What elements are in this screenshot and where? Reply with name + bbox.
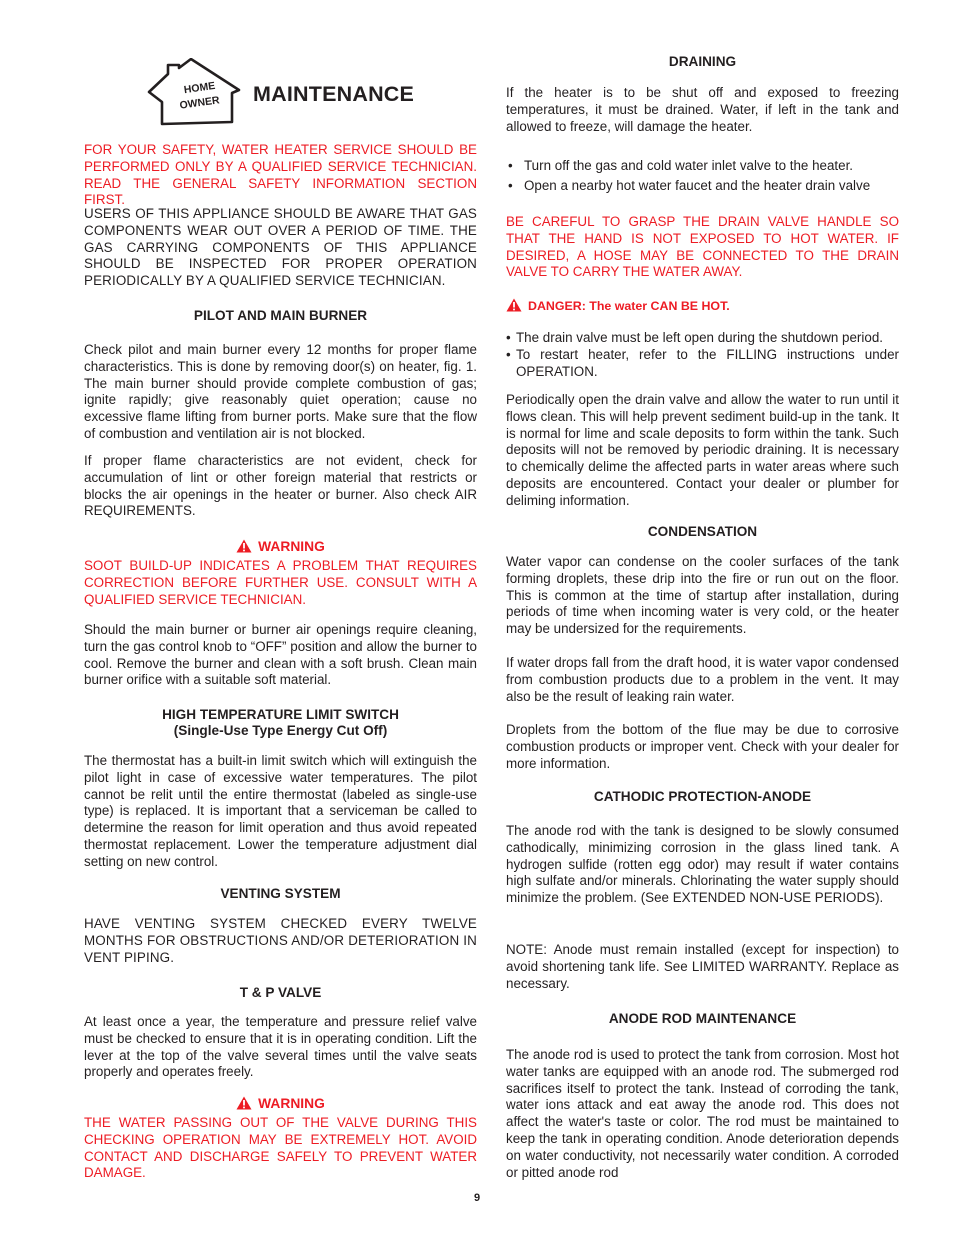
pilot-paragraph-2: If proper flame characteristics are not evident, check for accumulation of lint or other foreign material that restricts or blocks the air openings in the heater or burner. Also check AIR REQUIREMENTS. [84, 453, 477, 519]
condensation-heading: CONDENSATION [647, 524, 758, 539]
warning-text-1: SOOT BUILD-UP INDICATES A PROBLEM THAT REQUIRES CORRECTION BEFORE FURTHER USE. CONSULT WITH A QUALIFIED SERVICE TECHNICIAN. [84, 558, 477, 607]
warning-label-2: WARNING [258, 1096, 325, 1111]
draining-steps-list [506, 158, 899, 195]
list-item: • The drain valve must be left open during the shutdown period. [506, 330, 899, 347]
warning-triangle-icon [236, 1096, 252, 1110]
pilot-paragraph-1: Check pilot and main burner every 12 months for proper flame characteristics. This is done by removing door(s) on heater, fig. 1. The main burner should provide complete combustion of gas; ignite rapidly; give reasonably quiet operation; cause no excessive flame lifting from burner ports. Make sure that the flow of combustion and ventilation air is not blocked. [84, 342, 477, 441]
danger-text: DANGER: The water CAN BE HOT. [528, 299, 730, 313]
list-item: • Turn off the gas and cold water inlet valve to the heater. [506, 158, 899, 175]
list-item: • Open a nearby hot water faucet and the heater drain valve [506, 178, 899, 195]
list-item: • To restart heater, refer to the FILLING instructions under OPERATION. [506, 347, 899, 381]
warning-label-1: WARNING [258, 539, 325, 554]
careful-notice: BE CAREFUL TO GRASP THE DRAIN VALVE HANDLE SO THAT THE HAND IS NOT EXPOSED TO HOT WATER. IF DESIRED, A HOSE MAY BE CONNECTED TO THE DRAIN VALVE TO CARRY THE WATER AWAY. [506, 214, 899, 280]
page-number: 9 [473, 1192, 481, 1204]
anode-maintenance-paragraph: The anode rod is used to protect the tank from corrosion. Most hot water tanks are equipped with an anode rod. The submerged rod sacrifices itself to protect the tank. Instead of corroding the tank, water ions attack and eat away the anode rod. This does not affect the water's taste or color. The rod must be maintained to keep the tank in operating condition. Anode deterioration depends on water conductivity, not necessarily water condition. A corroded or pitted anode rod [506, 1047, 899, 1180]
condensation-paragraph-1: Water vapor can condense on the cooler surfaces of the tank forming droplets, these drip into the fire or run out on the floor. This is common at the time of startup after installation, during periods of time when incoming water is very cold, or the heater may be undersized for the requirements. [506, 554, 899, 637]
cathodic-paragraph-2: NOTE: Anode must remain installed (except for inspection) to avoid shortening tank life. See LIMITED WARRANTY. Replace as necessary. [506, 942, 899, 991]
draining-heading: DRAINING [668, 54, 737, 69]
users-notice: USERS OF THIS APPLIANCE SHOULD BE AWARE THAT GAS COMPONENTS WEAR OUT OVER A PERIOD OF TIME. THE GAS CARRYING COMPONENTS OF THIS APPLIANCE SHOULD BE INSPECTED FOR PROPER OPERATION PERIODICALLY BY A QUALIFIED SERVICE TECHNICIAN. [84, 206, 477, 289]
logo-text-owner: OWNER [178, 94, 221, 112]
tp-valve-paragraph: At least once a year, the temperature and pressure relief valve must be checked to ensure that it is in operating condition. Lift the lever at the top of the valve several times until the valve seats properly and operates freely. [84, 1014, 477, 1080]
cathodic-paragraph-1: The anode rod with the tank is designed to be slowly consumed cathodically, minimizing corrosion in the glass lined tank. A hydrogen sulfide (rotten egg odor) may result if water contains high sulfate and/or minerals. Chlorinating the water supply should minimize the problem. (See EXTENDED NON-USE PERIODS). [506, 823, 899, 906]
page-title: MAINTENANCE [253, 82, 415, 106]
tp-valve-heading: T & P VALVE [239, 985, 322, 1000]
pilot-heading: PILOT AND MAIN BURNER [193, 308, 368, 323]
limit-switch-heading: HIGH TEMPERATURE LIMIT SWITCH [162, 707, 399, 722]
cleaning-paragraph: Should the main burner or burner air openings require cleaning, turn the gas control knob to “OFF” position and allow the burner to cool. Remove the burner and clean with a soft brush. Clean main burner orifice with a suitable soft material. [84, 622, 477, 688]
house-icon [146, 58, 246, 128]
condensation-paragraph-3: Droplets from the bottom of the flue may be due to corrosive combustion products or improper vent. Check with your dealer for more information. [506, 722, 899, 771]
danger-notice [506, 298, 899, 315]
home-owner-logo [146, 58, 246, 133]
logo-text-home: HOME [183, 79, 217, 97]
shutdown-list [506, 330, 899, 380]
condensation-paragraph-2: If water drops fall from the draft hood, it is water vapor condensed from combustion products due to a problem in the vent. It may also be the result of leaking rain water. [506, 655, 899, 704]
draining-paragraph: If the heater is to be shut off and exposed to freezing temperatures, it must be drained. Water, if left in the tank and allowed to freeze, will damage the heater. [506, 85, 899, 134]
limit-switch-paragraph: The thermostat has a built-in limit switch which will extinguish the pilot light in case of excessive water temperatures. The pilot cannot be relit until the entire thermostat (labeled as single-use type) is replaced. It is important that a serviceman be called to determine the reason for limit operation and thus avoid repeated thermostat replacement. Lower the temperature adjustment dial setting on new control. [84, 753, 477, 869]
limit-switch-subheading: (Single-Use Type Energy Cut Off) [173, 723, 388, 738]
venting-paragraph: HAVE VENTING SYSTEM CHECKED EVERY TWELVE MONTHS FOR OBSTRUCTIONS AND/OR DETERIORATION IN VENT PIPING. [84, 916, 477, 965]
warning-heading-1 [84, 539, 477, 556]
warning-text-2: THE WATER PASSING OUT OF THE VALVE DURING THIS CHECKING OPERATION MAY BE EXTREMELY HOT. AVOID CONTACT AND DISCHARGE SAFELY TO PREVENT WATER DAMAGE. [84, 1115, 477, 1181]
warning-triangle-icon [236, 539, 252, 553]
cathodic-heading: CATHODIC PROTECTION-ANODE [593, 789, 812, 804]
anode-maintenance-heading: ANODE ROD MAINTENANCE [608, 1011, 797, 1026]
periodic-draining-paragraph: Periodically open the drain valve and allow the water to run until it flows clean. This will help prevent sediment build-up in the tank. It is normal for lime and scale deposits to form within the tank. Such deposits will not be removed by periodic draining. It is necessary to chemically delime the affected parts in water areas where such deposits are encountered. Contact your dealer or plumber for deliming information. [506, 392, 899, 508]
safety-notice: FOR YOUR SAFETY, WATER HEATER SERVICE SHOULD BE PERFORMED ONLY BY A QUALIFIED SERVICE TECHNICIAN. READ THE GENERAL SAFETY INFORMATION SECTION FIRST. [84, 142, 477, 208]
warning-heading-2 [84, 1096, 477, 1113]
venting-heading: VENTING SYSTEM [220, 886, 341, 901]
danger-triangle-icon [506, 298, 522, 312]
